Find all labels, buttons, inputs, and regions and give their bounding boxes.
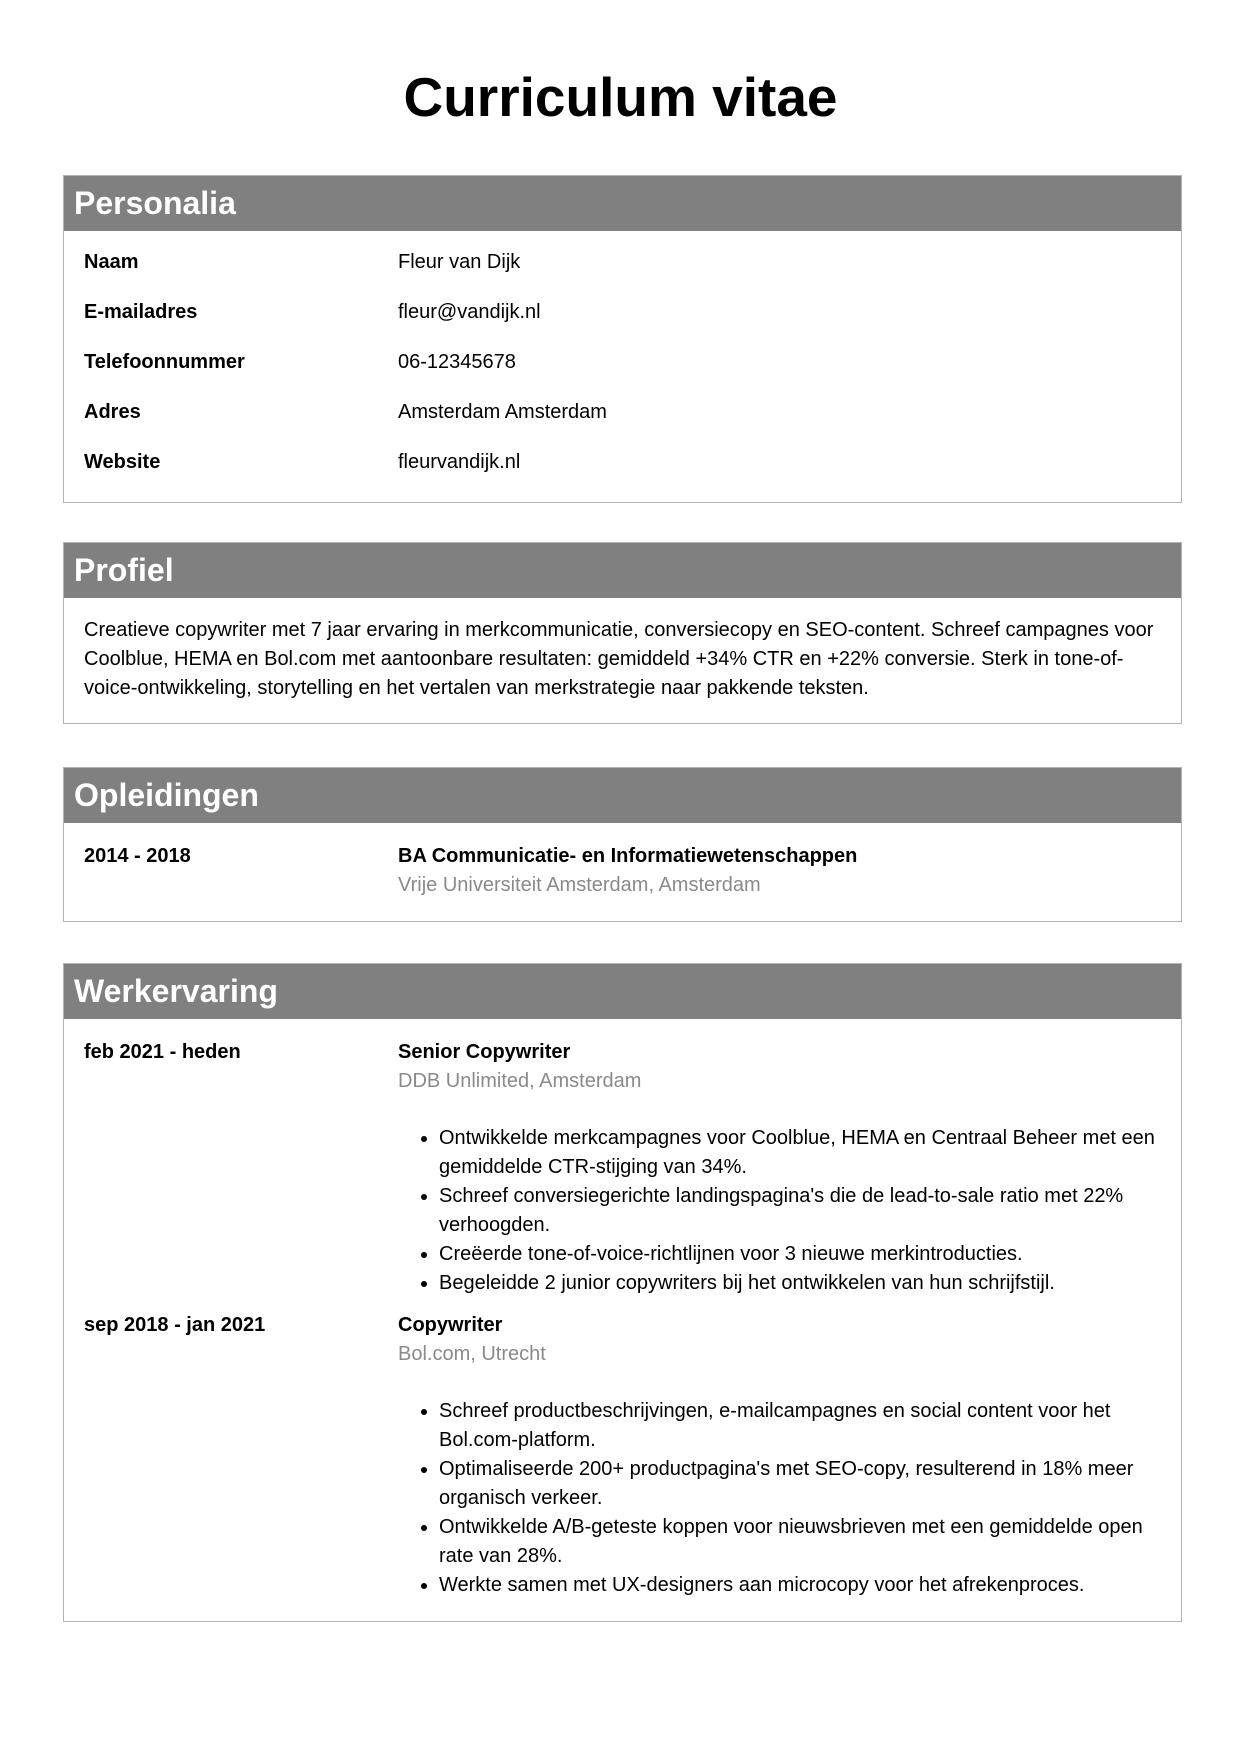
job-title: Copywriter [398,1314,503,1336]
job-period: feb 2021 - heden [84,1041,241,1063]
job-bullet: • Schreef conversiegerichte landingspagina's die de lead-to-sale ratio met 22% verhoogden. [439,1182,1161,1240]
werkervaring-heading: Werkervaring [64,964,1181,1019]
profiel-section [63,542,1182,724]
phone-value: 06-12345678 [398,351,516,373]
job-bullet-list [398,1124,1161,1298]
werkervaring-body [64,1019,1181,1621]
job-bullet: • Schreef productbeschrijvingen, e-mailcampagnes en social content voor het Bol.com-platform. [439,1397,1161,1455]
education-period: 2014 - 2018 [84,845,191,867]
job-item-1 [84,1038,1161,1298]
education-details [398,842,1161,900]
profiel-heading: Profiel [64,543,1181,598]
personalia-heading: Personalia [64,176,1181,231]
personal-row-name [84,248,1161,298]
personal-row-website [84,448,1161,498]
address-label: Adres [84,401,141,423]
opleidingen-heading: Opleidingen [64,768,1181,823]
education-institution: Vrije Universiteit Amsterdam, Amsterdam [398,874,761,896]
education-item [84,842,1161,900]
job-employer: DDB Unlimited, Amsterdam [398,1070,642,1092]
job-bullet: • Ontwikkelde A/B-geteste koppen voor nieuwsbrieven met een gemiddelde open rate van 28%. [439,1513,1161,1571]
name-label: Naam [84,251,139,273]
job-employer: Bol.com, Utrecht [398,1343,546,1365]
job-period: sep 2018 - jan 2021 [84,1314,266,1336]
job-details [398,1038,1161,1298]
phone-label: Telefoonnummer [84,351,245,373]
email-value: fleur@vandijk.nl [398,301,541,323]
education-title: BA Communicatie- en Informatiewetenschappen [398,845,858,867]
job-details [398,1311,1161,1600]
email-label: E-mailadres [84,301,198,323]
job-item-2 [84,1311,1161,1600]
opleidingen-body [64,823,1181,921]
website-label: Website [84,451,161,473]
personalia-section [63,175,1182,503]
personal-row-phone [84,348,1161,398]
website-value: fleurvandijk.nl [398,451,521,473]
personal-row-email [84,298,1161,348]
profile-text: Creatieve copywriter met 7 jaar ervaring in merkcommunicatie, conversiecopy en SEO-content. Schreef campagnes voor Coolblue, HEMA en Bol.com met aantoonbare resultaten: gemiddeld +34% CTR en +22% conversie. Sterk in tone-of-voice-ontwikkeling, storytelling en het vertalen van merkstrategie naar pakkende teksten. [84,619,1154,699]
opleidingen-section [63,767,1182,922]
name-value: Fleur van Dijk [398,251,521,273]
page-title: Curriculum vitae [403,66,838,128]
werkervaring-section [63,963,1182,1622]
personal-row-address [84,398,1161,448]
address-value: Amsterdam Amsterdam [398,401,607,423]
job-bullet: • Optimaliseerde 200+ productpagina's met SEO-copy, resulterend in 18% meer organisch verkeer. [439,1455,1161,1513]
job-bullet-list [398,1397,1161,1600]
job-bullet: • Werkte samen met UX-designers aan microcopy voor het afrekenproces. [439,1571,1161,1600]
job-bullet: • Creëerde tone-of-voice-richtlijnen voor 3 nieuwe merkintroducties. [439,1240,1161,1269]
job-title: Senior Copywriter [398,1041,571,1063]
job-bullet: • Ontwikkelde merkcampagnes voor Coolblue, HEMA en Centraal Beheer met een gemiddelde CTR-stijging van 34%. [439,1124,1161,1182]
profiel-body [64,598,1181,723]
job-bullet: • Begeleidde 2 junior copywriters bij het ontwikkelen van hun schrijfstijl. [439,1269,1161,1298]
personalia-body [64,231,1181,502]
